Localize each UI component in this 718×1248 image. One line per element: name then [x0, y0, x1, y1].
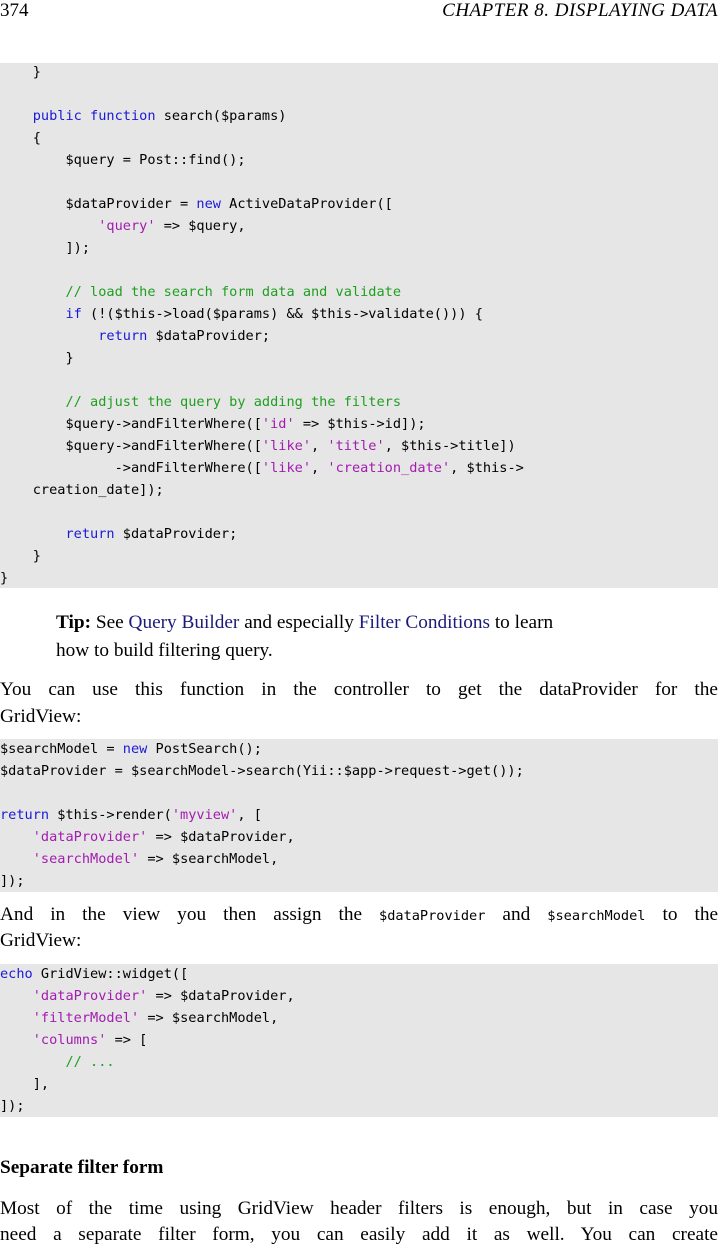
- query-builder-link[interactable]: Query Builder: [128, 612, 240, 633]
- paragraph-line: need a separate filter form, you can easily add it as well. You can create: [0, 1224, 718, 1245]
- code-line: $query->andFilterWhere(['like', 'title', $this->title]): [0, 438, 516, 454]
- code-line: $query->andFilterWhere(['id' => $this->id]);: [0, 416, 426, 432]
- code-line: return $this->render('myview', [: [0, 807, 262, 823]
- tip-line-2: how to build filtering query.: [56, 640, 273, 661]
- page-number: 374: [0, 0, 29, 21]
- code-line: ->andFilterWhere(['like', 'creation_date', $this->: [0, 460, 524, 476]
- inline-code-searchmodel: $searchModel: [547, 908, 646, 924]
- code-line: 'dataProvider' => $dataProvider,: [32, 829, 295, 845]
- code-line: $query = Post::find();: [0, 152, 246, 168]
- code-line: 'searchModel' => $searchModel,: [32, 851, 279, 867]
- code-block-controller: [0, 739, 718, 892]
- tip-line-1: Tip: See Query Builder and especially Filter Conditions to learn: [56, 612, 554, 633]
- code-comment: // load the search form data and validate: [0, 284, 402, 300]
- code-line: creation_date]);: [0, 482, 164, 498]
- code-block-view: [0, 964, 718, 1117]
- code-line: }: [0, 350, 74, 366]
- code-block-search-method: [0, 63, 718, 588]
- code-line: ]);: [0, 1098, 25, 1114]
- code-line: ]);: [0, 240, 91, 256]
- paragraph-line: Most of the time using GridView header filters is enough, but in case you: [0, 1198, 718, 1219]
- code-line: if (!($this->load($params) && $this->validate())) {: [65, 306, 483, 322]
- code-line: }: [0, 548, 41, 564]
- code-line: public function search($params): [32, 108, 287, 124]
- code-comment: // ...: [0, 1054, 115, 1070]
- code-line: ],: [0, 1076, 50, 1092]
- inline-code-dataprovider: $dataProvider: [379, 908, 486, 924]
- code-line: $dataProvider = $searchModel->search(Yii::$app->request->get());: [0, 763, 524, 779]
- filter-conditions-link[interactable]: Filter Conditions: [358, 612, 490, 633]
- code-line: {: [0, 130, 41, 146]
- section-heading: Separate filter form: [0, 1157, 164, 1178]
- paragraph-line: You can use this function in the controller to get the dataProvider for the: [0, 679, 718, 700]
- code-line: 'filterModel' => $searchModel,: [32, 1010, 279, 1026]
- code-line: 'dataProvider' => $dataProvider,: [32, 988, 295, 1004]
- code-comment: // adjust the query by adding the filters: [0, 394, 402, 410]
- code-line: $dataProvider = new ActiveDataProvider([: [0, 196, 393, 212]
- code-line: return $dataProvider;: [98, 328, 271, 344]
- code-line: 'columns' => [: [32, 1032, 148, 1048]
- code-line: return $dataProvider;: [65, 526, 238, 542]
- tip-label: Tip:: [56, 612, 92, 633]
- code-line: }: [0, 64, 41, 80]
- paragraph-line: GridView:: [0, 930, 82, 951]
- paragraph-line: And in the view you then assign the $dataProvider and $searchModel to the: [0, 904, 718, 925]
- code-line: $searchModel = new PostSearch();: [0, 741, 262, 757]
- code-line: echo GridView::widget([: [0, 966, 189, 982]
- paragraph-line: GridView:: [0, 706, 82, 727]
- code-line: ]);: [0, 873, 25, 889]
- chapter-title: CHAPTER 8. DISPLAYING DATA: [442, 0, 718, 21]
- code-line: }: [0, 570, 9, 586]
- code-line: 'query' => $query,: [98, 218, 246, 234]
